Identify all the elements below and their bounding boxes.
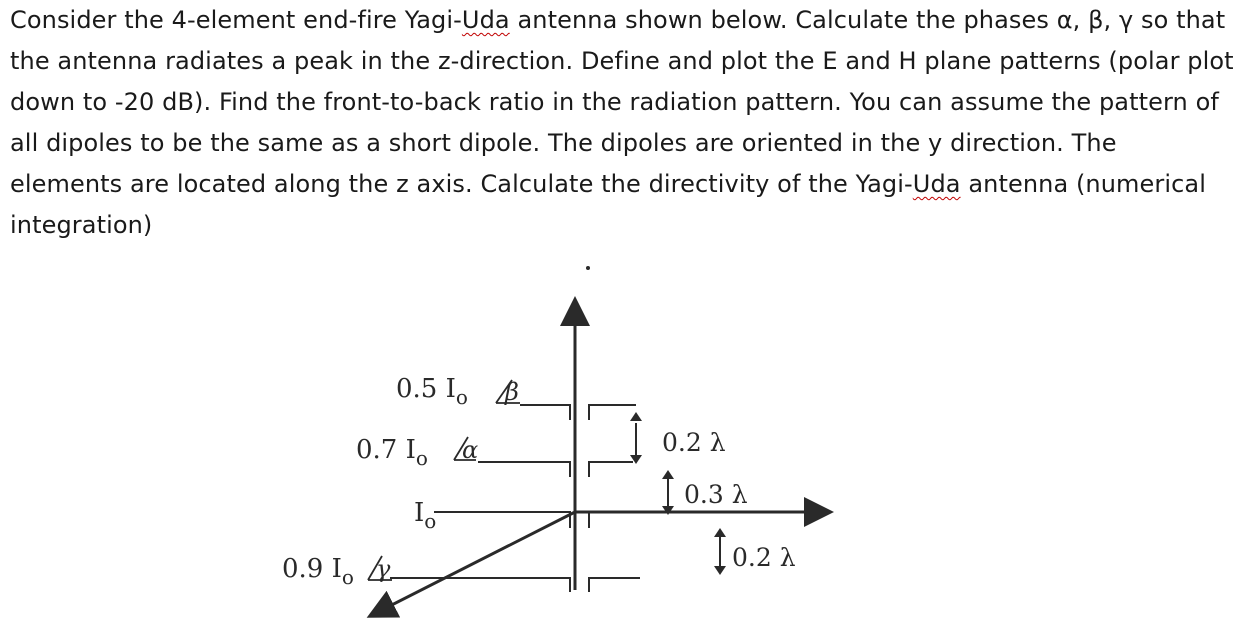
elem1-phase-label: β [505,378,519,406]
elem3-amp-label: $I_o$ [414,498,437,533]
elem4-phase-label: γ [376,555,391,583]
spacing-label-3: 0.2 λ [732,543,796,572]
problem-text-part-3: antenna (numerical integration) [10,170,1207,239]
dipole-4-right-arm [589,578,640,592]
dipole-4-left-arm [390,578,570,592]
spacing-label-1: 0.2 λ [662,428,726,457]
problem-text-part-2: antenna shown below. Calculate the phases α, β, γ so that the antenna radiates a peak in the z-direction. Define and plot the E and H plane patterns (polar plot down to -20 dB). Find the front-to-back ratio in the radiation pattern. You can assume the pattern of all dipoles to be the same as a short dipole. The dipoles are oriented in the y direction. The elements are located along the z axis. Calculate the directivity of the Yagi- [10,6,1234,198]
top-dot [586,266,590,270]
problem-text-uda-2: Uda [912,170,961,198]
spacing-arrow-2-head-up [662,470,674,479]
problem-text-uda-1: Uda [461,6,510,34]
spacing-arrow-3-head-down [714,566,726,575]
spacing-label-2: 0.3 λ [684,480,748,509]
dipole-elements [390,405,650,592]
dipole-1-left-arm [520,405,570,420]
dipole-2-left-arm [478,462,570,477]
dipole-2-right-arm [589,462,633,477]
spacing-labels [662,428,796,572]
elem1-amp-label: 0.5 $I_o$ [396,374,468,409]
elem4-amp-label: 0.9 $I_o$ [282,554,354,589]
elem2-amp-label: 0.7 $I_o$ [356,435,428,470]
problem-text-part-1: Consider the 4-element end-fire Yagi- [10,6,462,34]
spacing-arrow-3-head-up [714,528,726,537]
dipole-1-right-arm [589,405,636,420]
dipole-3-right-arm [589,512,650,528]
spacing-arrow-1-head-up [630,412,642,421]
elem2-phase-label: α [462,436,479,464]
y-axis-arrow [372,512,575,615]
